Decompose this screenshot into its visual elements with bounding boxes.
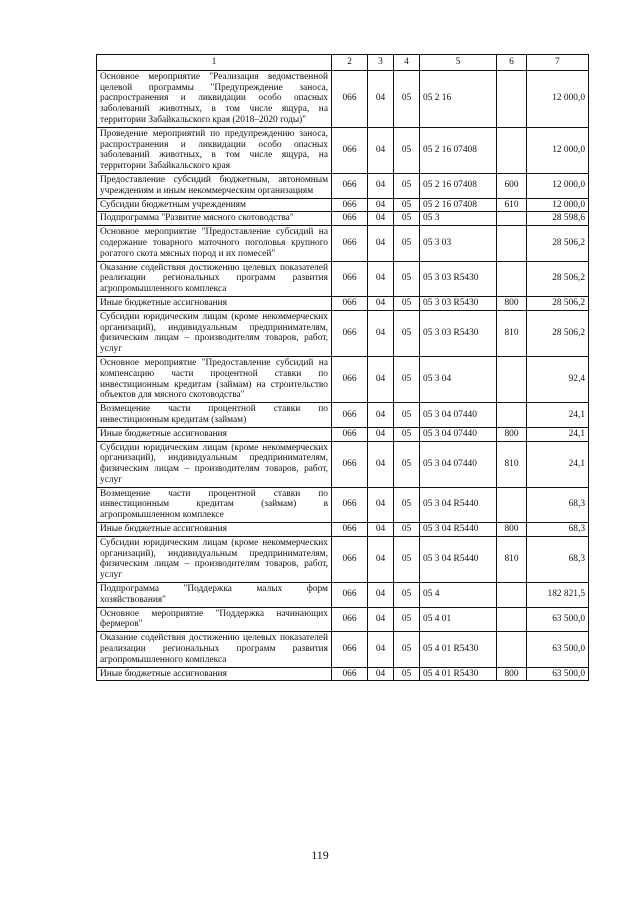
row-description: Подпрограмма "Развитие мясного скотоводства" [97, 212, 332, 226]
expense-type-code: 600 [497, 173, 527, 198]
row-description: Основное мероприятие "Реализация ведомственной целевой программы "Предупреждение заноса, распространения и ликвидации особо опасных заболеваний животных, в том числе ящура, на территории Забайкальского края (2018–2020 годы)" [97, 70, 332, 127]
expense-type-code: 800 [497, 427, 527, 441]
amount: 182 821,5 [527, 583, 589, 608]
expense-type-code: 610 [497, 198, 527, 212]
section-code: 04 [368, 310, 394, 356]
expense-type-code: 810 [497, 441, 527, 487]
row-description: Основное мероприятие "Предоставление субсидий на содержание товарного маточного поголовья крупного рогатого скота мясных пород и их помесей" [97, 226, 332, 261]
row-description: Оказание содействия достижению целевых показателей реализации региональных программ развития агропромышленного комплекса [97, 261, 332, 296]
subsection-code: 05 [394, 487, 420, 522]
table-row [97, 310, 589, 356]
subsection-code: 05 [394, 667, 420, 681]
amount: 12 000,0 [527, 173, 589, 198]
subsection-code: 05 [394, 632, 420, 667]
subsection-code: 05 [394, 523, 420, 537]
section-code: 04 [368, 356, 394, 402]
table-row [97, 487, 589, 522]
ministry-code: 066 [332, 173, 368, 198]
target-article-code: 05 3 [420, 212, 497, 226]
page-number: 119 [311, 848, 329, 862]
section-code: 04 [368, 487, 394, 522]
expense-type-code [497, 632, 527, 667]
ministry-code: 066 [332, 296, 368, 310]
row-description: Иные бюджетные ассигнования [97, 523, 332, 537]
subsection-code: 05 [394, 356, 420, 402]
ministry-code: 066 [332, 356, 368, 402]
expense-type-code [497, 487, 527, 522]
section-code: 04 [368, 261, 394, 296]
row-description: Субсидии бюджетным учреждениям [97, 198, 332, 212]
ministry-code: 066 [332, 261, 368, 296]
table-row [97, 667, 589, 681]
amount: 12 000,0 [527, 127, 589, 173]
amount: 68,3 [527, 487, 589, 522]
target-article-code: 05 2 16 [420, 70, 497, 127]
subsection-code: 05 [394, 296, 420, 310]
section-code: 04 [368, 632, 394, 667]
target-article-code: 05 3 03 R5430 [420, 310, 497, 356]
amount: 28 506,2 [527, 310, 589, 356]
table-row [97, 296, 589, 310]
subsection-code: 05 [394, 226, 420, 261]
ministry-code: 066 [332, 70, 368, 127]
subsection-code: 05 [394, 198, 420, 212]
section-code: 04 [368, 296, 394, 310]
target-article-code: 05 4 [420, 583, 497, 608]
ministry-code: 066 [332, 441, 368, 487]
expense-type-code [497, 356, 527, 402]
row-description: Основное мероприятие "Поддержка начинающих фермеров" [97, 607, 332, 632]
expense-type-code [497, 127, 527, 173]
ministry-code: 066 [332, 226, 368, 261]
target-article-code: 05 2 16 07408 [420, 173, 497, 198]
row-description: Предоставление субсидий бюджетным, автономным учреждениям и иным некоммерческим организациям [97, 173, 332, 198]
ministry-code: 066 [332, 427, 368, 441]
table-row [97, 356, 589, 402]
target-article-code: 05 3 04 07440 [420, 403, 497, 428]
column-header-2: 2 [332, 55, 368, 71]
subsection-code: 05 [394, 173, 420, 198]
amount: 24,1 [527, 441, 589, 487]
column-header-1: 1 [97, 55, 332, 71]
expense-type-code [497, 70, 527, 127]
ministry-code: 066 [332, 487, 368, 522]
table-row [97, 127, 589, 173]
table-row [97, 173, 589, 198]
amount: 24,1 [527, 427, 589, 441]
ministry-code: 066 [332, 403, 368, 428]
amount: 28 506,2 [527, 226, 589, 261]
target-article-code: 05 2 16 07408 [420, 198, 497, 212]
expense-type-code: 800 [497, 523, 527, 537]
target-article-code: 05 3 04 R5440 [420, 536, 497, 582]
budget-table [96, 54, 589, 681]
subsection-code: 05 [394, 127, 420, 173]
row-description: Основное мероприятие "Предоставление субсидий на компенсацию части процентной ставки по инвестиционным кредитам (займам) на строительство объектов для мясного скотоводства" [97, 356, 332, 402]
target-article-code: 05 3 03 [420, 226, 497, 261]
table-row [97, 441, 589, 487]
expense-type-code: 810 [497, 310, 527, 356]
row-description: Иные бюджетные ассигнования [97, 667, 332, 681]
row-description: Субсидии юридическим лицам (кроме некоммерческих организаций), индивидуальным предпринимателям, физическим лицам – производителям товаров, работ, услуг [97, 441, 332, 487]
expense-type-code [497, 212, 527, 226]
column-header-6: 6 [497, 55, 527, 71]
subsection-code: 05 [394, 441, 420, 487]
section-code: 04 [368, 441, 394, 487]
table-row [97, 632, 589, 667]
section-code: 04 [368, 427, 394, 441]
expense-type-code [497, 403, 527, 428]
row-description: Возмещение части процентной ставки по инвестиционным кредитам (займам) в агропромышленном комплексе [97, 487, 332, 522]
ministry-code: 066 [332, 310, 368, 356]
table-row [97, 427, 589, 441]
subsection-code: 05 [394, 607, 420, 632]
row-description: Субсидии юридическим лицам (кроме некоммерческих организаций), индивидуальным предпринимателям, физическим лицам – производителям товаров, работ, услуг [97, 536, 332, 582]
row-description: Иные бюджетные ассигнования [97, 296, 332, 310]
expense-type-code [497, 261, 527, 296]
expense-type-code: 810 [497, 536, 527, 582]
ministry-code: 066 [332, 583, 368, 608]
ministry-code: 066 [332, 127, 368, 173]
table-row [97, 403, 589, 428]
subsection-code: 05 [394, 70, 420, 127]
amount: 68,3 [527, 523, 589, 537]
amount: 92,4 [527, 356, 589, 402]
section-code: 04 [368, 226, 394, 261]
row-description: Иные бюджетные ассигнования [97, 427, 332, 441]
section-code: 04 [368, 667, 394, 681]
amount: 28 506,2 [527, 261, 589, 296]
target-article-code: 05 3 04 07440 [420, 427, 497, 441]
amount: 68,3 [527, 536, 589, 582]
subsection-code: 05 [394, 212, 420, 226]
table-row [97, 226, 589, 261]
ministry-code: 066 [332, 198, 368, 212]
amount: 63 500,0 [527, 632, 589, 667]
column-header-4: 4 [394, 55, 420, 71]
row-description: Оказание содействия достижению целевых показателей реализации региональных программ развития агропромышленного комплекса [97, 632, 332, 667]
section-code: 04 [368, 607, 394, 632]
table-row [97, 607, 589, 632]
table-body [97, 70, 589, 681]
section-code: 04 [368, 127, 394, 173]
table-row [97, 536, 589, 582]
expense-type-code: 800 [497, 667, 527, 681]
row-description: Подпрограмма "Поддержка малых форм хозяйствования" [97, 583, 332, 608]
table-row [97, 198, 589, 212]
table-row [97, 212, 589, 226]
target-article-code: 05 3 03 R5430 [420, 296, 497, 310]
amount: 28 506,2 [527, 296, 589, 310]
row-description: Субсидии юридическим лицам (кроме некоммерческих организаций), индивидуальным предпринимателям, физическим лицам – производителям товаров, работ, услуг [97, 310, 332, 356]
target-article-code: 05 2 16 07408 [420, 127, 497, 173]
table-row [97, 261, 589, 296]
target-article-code: 05 4 01 R5430 [420, 667, 497, 681]
amount: 24,1 [527, 403, 589, 428]
ministry-code: 066 [332, 536, 368, 582]
row-description: Проведение мероприятий по предупреждению заноса, распространения и ликвидации особо опасных заболеваний животных, в том числе ящура, на территории Забайкальского края [97, 127, 332, 173]
ministry-code: 066 [332, 607, 368, 632]
target-article-code: 05 3 04 [420, 356, 497, 402]
target-article-code: 05 3 04 R5440 [420, 523, 497, 537]
table-row [97, 70, 589, 127]
section-code: 04 [368, 173, 394, 198]
amount: 28 598,6 [527, 212, 589, 226]
section-code: 04 [368, 536, 394, 582]
ministry-code: 066 [332, 212, 368, 226]
section-code: 04 [368, 523, 394, 537]
target-article-code: 05 4 01 [420, 607, 497, 632]
section-code: 04 [368, 403, 394, 428]
expense-type-code [497, 226, 527, 261]
column-header-7: 7 [527, 55, 589, 71]
row-description: Возмещение части процентной ставки по инвестиционным кредитам (займам) [97, 403, 332, 428]
subsection-code: 05 [394, 261, 420, 296]
expense-type-code [497, 583, 527, 608]
ministry-code: 066 [332, 523, 368, 537]
ministry-code: 066 [332, 632, 368, 667]
target-article-code: 05 4 01 R5430 [420, 632, 497, 667]
target-article-code: 05 3 04 07440 [420, 441, 497, 487]
ministry-code: 066 [332, 667, 368, 681]
subsection-code: 05 [394, 427, 420, 441]
expense-type-code [497, 607, 527, 632]
expense-type-code: 800 [497, 296, 527, 310]
subsection-code: 05 [394, 583, 420, 608]
target-article-code: 05 3 04 R5440 [420, 487, 497, 522]
section-code: 04 [368, 70, 394, 127]
target-article-code: 05 3 03 R5430 [420, 261, 497, 296]
table-row [97, 523, 589, 537]
amount: 12 000,0 [527, 70, 589, 127]
table-header-row [97, 55, 589, 71]
amount: 63 500,0 [527, 607, 589, 632]
subsection-code: 05 [394, 536, 420, 582]
amount: 12 000,0 [527, 198, 589, 212]
subsection-code: 05 [394, 403, 420, 428]
subsection-code: 05 [394, 310, 420, 356]
column-header-5: 5 [420, 55, 497, 71]
column-header-3: 3 [368, 55, 394, 71]
section-code: 04 [368, 583, 394, 608]
section-code: 04 [368, 212, 394, 226]
table-row [97, 583, 589, 608]
amount: 63 500,0 [527, 667, 589, 681]
section-code: 04 [368, 198, 394, 212]
